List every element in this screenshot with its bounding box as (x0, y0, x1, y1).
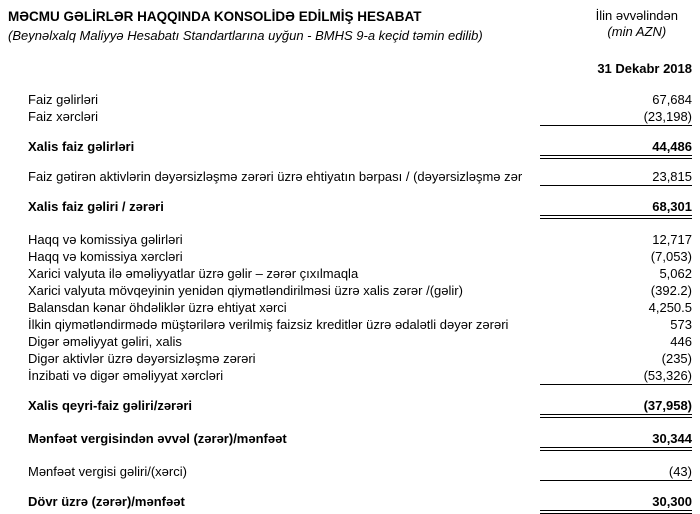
row-label: Dövr üzrə (zərər)/mənfəət (28, 494, 185, 509)
table-row (8, 231, 692, 248)
page-subtitle: (Beynəlxalq Maliyyə Hesabatı Standartlarına uyğun - BMHS 9-a keçid təmin edilib) (8, 28, 483, 43)
table-row (8, 108, 692, 125)
row-label: Balansdan kənar öhdəliklər üzrə ehtiyat xərci (28, 300, 287, 315)
row-value: 30,300 (540, 493, 692, 514)
header-titles (8, 8, 483, 44)
row-label: İlkin qiymətləndirmədə müştərilərə verilmiş faizsiz kreditlər üzrə ədalətli dəyər zərəri (28, 317, 509, 332)
row-label: Mənfəət vergisindən əvvəl (zərər)/mənfəət (28, 431, 287, 446)
currency-unit-label: (min AZN) (607, 24, 667, 39)
table-row (8, 91, 692, 108)
table-row (8, 265, 692, 282)
row-value: (53,326) (540, 367, 692, 385)
table-row (8, 350, 692, 367)
row-label: Xarici valyuta mövqeyinin yenidən qiymətləndirilməsi üzrə xalis zərər /(gəlir) (28, 283, 463, 298)
row-label: Faiz gətirən aktivlərin dəyərsizləşmə zərəri üzrə ehtiyatın bərpası / (dəyərsizləşmə zər (28, 169, 523, 184)
row-label: İnzibati və digər əməliyyat xərcləri (28, 368, 224, 383)
period-label: İlin əvvəlindən (595, 8, 678, 23)
statement-rows (8, 91, 692, 510)
row-value: (37,958) (540, 397, 692, 418)
row-label: Xarici valyuta ilə əməliyyatlar üzrə gəlir – zərər çıxılmaqla (28, 266, 359, 281)
row-value: (7,053) (650, 249, 692, 264)
row-label: Haqq və komissiya xərcləri (28, 249, 183, 264)
table-row-subtotal (8, 198, 692, 215)
header-period-block (596, 8, 692, 40)
table-row (8, 463, 692, 480)
row-value: 4,250.5 (648, 300, 692, 315)
row-value: 23,815 (540, 168, 692, 186)
row-value: 573 (670, 317, 692, 332)
row-label: Faiz gəlirləri (28, 92, 99, 107)
table-row-subtotal (8, 430, 692, 447)
table-row (8, 367, 692, 384)
row-value: (392.2) (650, 283, 692, 298)
row-value: (43) (540, 463, 692, 481)
row-value: (235) (661, 351, 692, 366)
row-label: Digər əməliyyat gəliri, xalis (28, 334, 182, 349)
row-label: Xalis faiz gəliri / zərəri (28, 199, 164, 214)
table-row (8, 333, 692, 350)
table-row-subtotal (8, 397, 692, 414)
table-row-total (8, 493, 692, 510)
row-value: 446 (670, 334, 692, 349)
page-title: MƏCMU GƏLİRLƏR HAQQINDA KONSOLİDƏ EDİLMİŞ HESABAT (8, 9, 422, 24)
row-value: 67,684 (652, 92, 692, 107)
row-label: Xalis qeyri-faiz gəliri/zərəri (28, 398, 193, 413)
document-header (8, 8, 692, 44)
row-label: Haqq və komissiya gəlirləri (28, 232, 183, 247)
row-label: Digər aktivlər üzrə dəyərsizləşmə zərəri (28, 351, 256, 366)
row-value: 68,301 (540, 198, 692, 219)
row-value: 30,344 (540, 430, 692, 451)
table-row (8, 282, 692, 299)
table-row (8, 168, 692, 185)
row-label: Mənfəət vergisi gəliri/(xərci) (28, 464, 187, 479)
row-value: 44,486 (540, 138, 692, 159)
table-row (8, 316, 692, 333)
row-value: (23,198) (540, 108, 692, 126)
row-value: 5,062 (659, 266, 692, 281)
row-value: 12,717 (652, 232, 692, 247)
table-row (8, 299, 692, 316)
row-label: Xalis faiz gəlirləri (28, 139, 135, 154)
table-row-subtotal (8, 138, 692, 155)
row-label: Faiz xərcləri (28, 109, 99, 124)
table-row (8, 248, 692, 265)
column-header-date: 31 Dekabr 2018 (597, 61, 692, 76)
